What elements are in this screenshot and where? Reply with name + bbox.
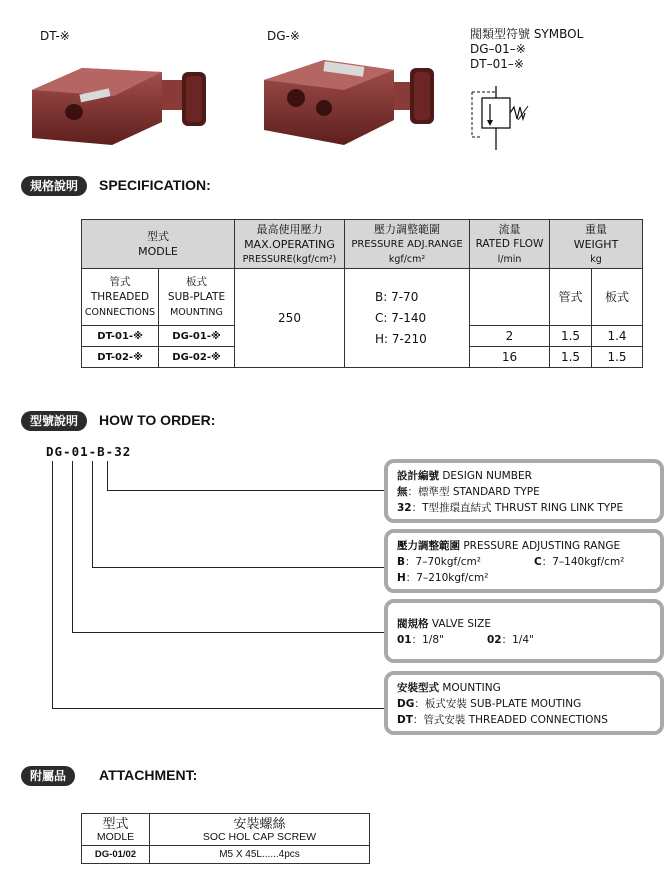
attachment-title: ATTACHMENT: [99,767,198,783]
dt-product-label: DT-※ [40,29,70,43]
mount-dt-line [397,712,651,728]
how-to-order-title: HOW TO ORDER: [99,412,216,428]
design-standard-line [397,484,651,500]
header-model-en: MODLE [138,245,178,258]
specification-table [81,219,643,368]
design-standard-key: 無 [397,486,408,498]
row1-threaded-model: DT-01-※ [82,326,159,347]
design-standard-text: ：標準型 STANDARD TYPE [407,486,540,498]
header-weight-zh: 重量 [585,222,607,236]
header-max-pressure [235,220,345,269]
design-number-title [397,468,651,484]
design-thrust-line [397,500,651,516]
subheader-threaded [82,269,159,326]
design-thrust-text: ：T型推環直結式 THRUST RING LINK TYPE [411,502,624,514]
relief-valve-symbol-icon [462,82,532,154]
weight-subplate-head: 板式 [592,269,643,326]
range-h-text: ：7–210kgf/cm² [405,572,489,584]
weight-threaded-head: 管式 [550,269,592,326]
row1-subplate-model: DG-01-※ [159,326,235,347]
design-title-zh: 設計編號 [397,470,439,482]
header-flow-zh: 流量 [498,222,521,236]
leader-mount-h [52,708,384,709]
header-pressure-zh: 最高使用壓力 [256,222,323,236]
design-title-en: DESIGN NUMBER [439,470,532,482]
header-model-zh: 型式 [147,230,169,243]
size-title-zh: 閥規格 [397,618,429,630]
attachment-badge: 附屬品 [21,766,75,786]
range-b: B: 7-70 [375,289,419,304]
range-h-line [397,570,651,586]
size-01-text: ：1/8" [411,634,444,646]
header-flow-unit: l/min [497,253,522,265]
symbol-title: 閥類型符號 SYMBOL [470,27,584,41]
att-model-zh: 型式 [102,815,129,831]
specification-badge: 規格說明 [21,176,87,196]
header-model [82,220,235,269]
header-pressure-unit: PRESSURE(kgf/cm²) [242,253,337,265]
row2-flow: 16 [470,347,550,368]
leader-range-v [92,461,93,568]
att-screw-en: SOC HOL CAP SCREW [202,830,317,843]
mount-dg-key: DG [397,698,415,710]
how-to-order-badge: 型號說明 [21,411,87,431]
range-c-key: C [534,556,542,568]
attachment-table [81,813,370,864]
leader-design-h [107,490,384,491]
mount-title-zh: 安裝型式 [397,682,439,694]
spec-subheader-row [82,269,643,326]
range-b-key: B [397,556,406,568]
threaded-en2: CONNECTIONS [84,306,156,318]
header-weight-unit: kg [590,253,602,265]
order-code: DG-01-B-32 [46,444,132,459]
mount-title-en: MOUNTING [439,682,501,694]
att-head-model [82,814,150,846]
subplate-en2: MOUNTING [170,306,223,318]
mount-dg-text: ：板式安裝 SUB-PLATE MOUTING [414,698,582,710]
mount-dt-text: ：管式安裝 THREADED CONNECTIONS [412,714,608,726]
header-rated-flow [470,220,550,269]
leader-design-v [107,461,108,491]
att-screw-zh: 安裝螺絲 [233,815,286,831]
range-b-text: ：7–70kgf/cm² [405,556,481,568]
size-02-text: ：1/4" [501,634,534,646]
threaded-en1: THREADED [90,290,150,303]
mount-dg-line [397,696,651,712]
header-weight [550,220,643,269]
range-h-key: H [397,572,406,584]
leader-range-h [92,567,384,568]
att-model-en: MODLE [96,830,135,843]
mount-dt-key: DT [397,714,413,726]
size-title-en: VALVE SIZE [428,618,491,630]
header-flow-en: RATED FLOW [475,237,544,250]
dg-valve-image [244,50,444,150]
subplate-en1: SUB-PLATE [167,290,226,303]
flow-blank [470,269,550,326]
header-weight-en: WEIGHT [573,237,619,251]
range-h: H: 7-210 [375,331,427,346]
header-pressure-en: MAX.OPERATING [244,237,335,251]
mounting-title [397,680,651,696]
subheader-subplate [159,269,235,326]
size-01-key: 01 [397,634,412,646]
att-row-model: DG-01/02 [82,846,150,864]
attachment-header-row [82,814,370,846]
dg-product-label: DG-※ [267,29,300,43]
pressure-range-box [384,529,664,593]
leader-size-h [72,632,384,633]
range-c-text: ：7–140kgf/cm² [541,556,625,568]
row1-weight-subplate: 1.4 [592,326,643,347]
design-thrust-key: 32 [397,502,412,514]
threaded-zh: 管式 [109,275,131,288]
size-02-key: 02 [487,634,502,646]
symbol-model-dt: DT–01–※ [470,57,524,71]
specification-title: SPECIFICATION: [99,177,211,193]
max-pressure-value: 250 [235,269,345,368]
range-c: C: 7-140 [375,310,427,325]
size-02-item [487,632,534,648]
att-row-screw: M5 X 45L......4pcs [150,846,370,864]
range-title-en: PRESSURE ADJUSTING RANGE [460,540,621,552]
mounting-box [384,671,664,735]
symbol-model-dg: DG–01–※ [470,42,526,56]
dt-valve-image [22,50,222,150]
header-pressure-range [345,220,470,269]
symbol-caption [470,27,583,72]
header-range-unit: kgf/cm² [388,253,426,265]
leader-size-v [72,461,73,633]
range-title-zh: 壓力調整範圍 [397,540,460,552]
range-bc-line [397,554,651,570]
pressure-range-title [397,538,651,554]
valve-size-title [397,616,651,632]
pressure-range-values [345,269,470,368]
subplate-zh: 板式 [186,275,207,288]
valve-size-box [384,599,664,663]
row2-weight-subplate: 1.5 [592,347,643,368]
row1-weight-threaded: 1.5 [550,326,592,347]
row2-subplate-model: DG-02-※ [159,347,235,368]
range-c-item [534,554,624,570]
att-head-screw [150,814,370,846]
table-row [82,846,370,864]
design-number-box [384,459,664,523]
leader-mount-v [52,461,53,709]
header-range-en: PRESSURE ADJ.RANGE [351,238,463,250]
row2-threaded-model: DT-02-※ [82,347,159,368]
row2-weight-threaded: 1.5 [550,347,592,368]
header-range-zh: 壓力調整範圍 [374,222,440,236]
valve-size-line [397,632,651,648]
row1-flow: 2 [470,326,550,347]
spec-header-row [82,220,643,269]
